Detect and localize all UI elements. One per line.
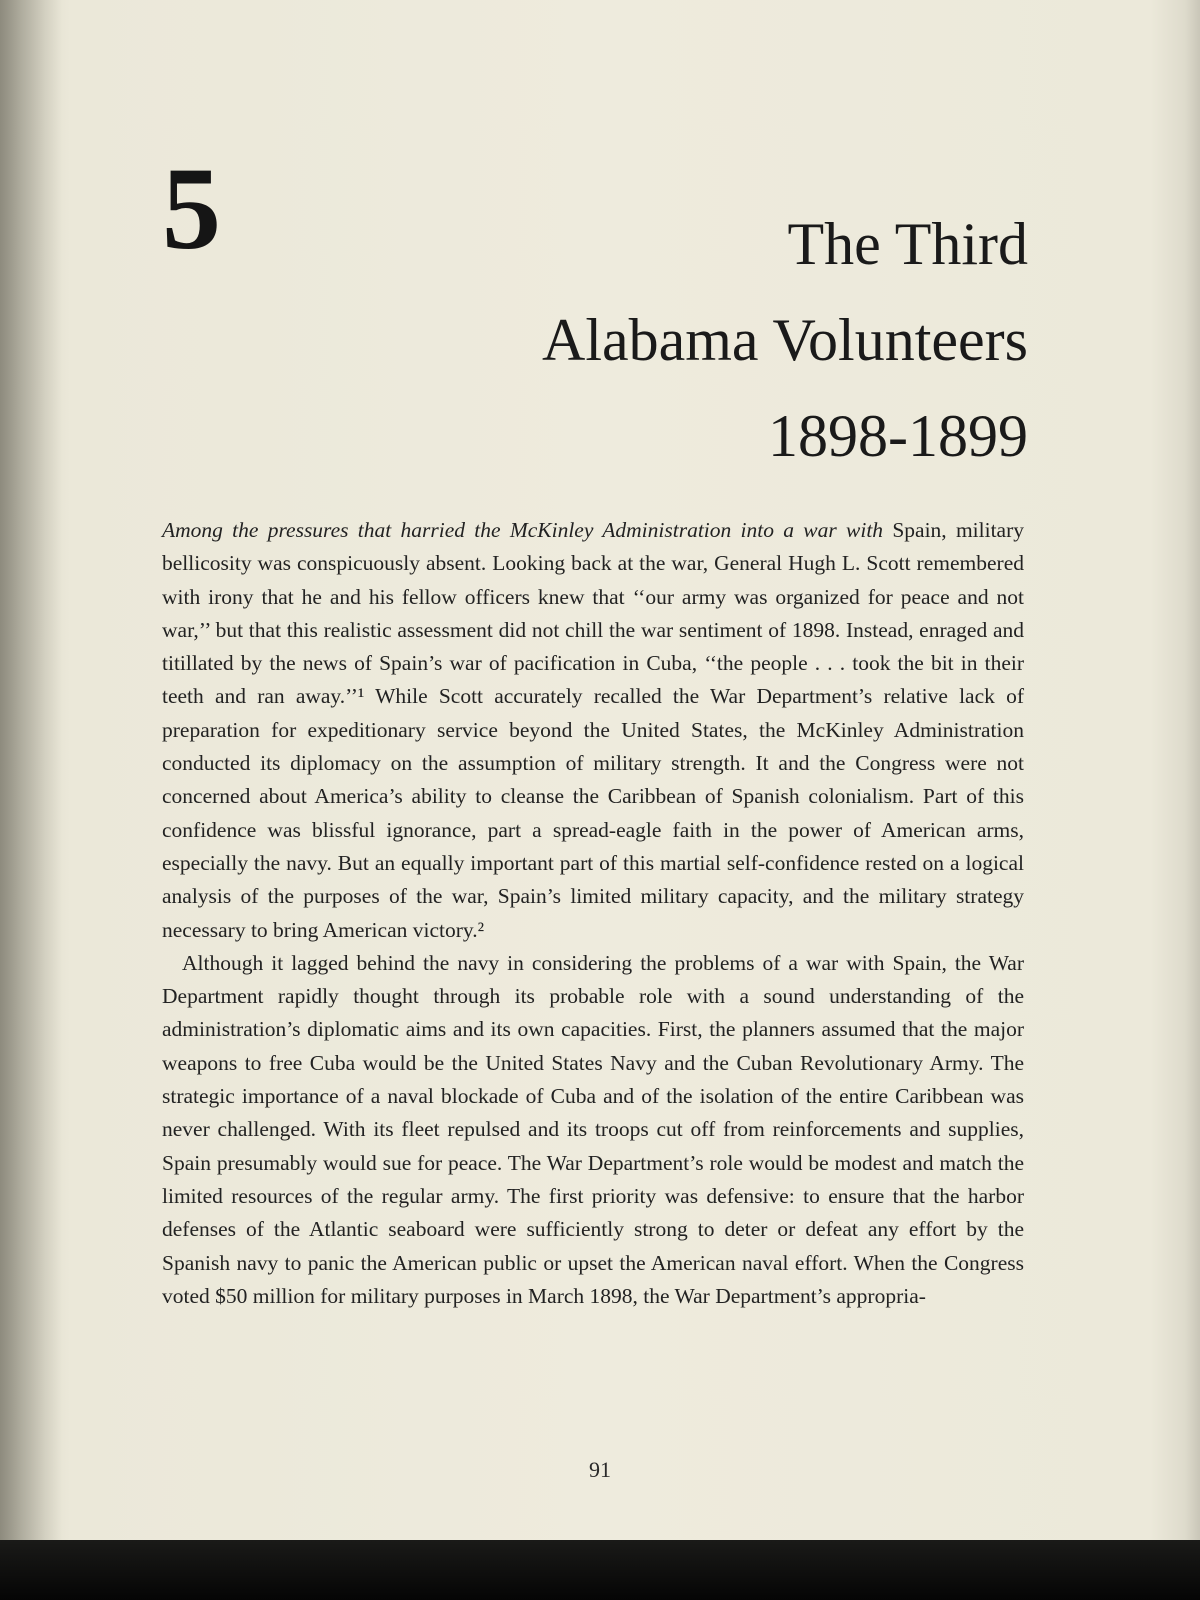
body-text: [162, 514, 1024, 1313]
paragraph-2: Although it lagged behind the navy in considering the problems of a war with Spain, the War Department rapidly thought through its probable role with a sound understanding of the administration’s diplomatic aims and its own capacities. First, the planners assumed that the major weapons to free Cuba would be the United States Navy and the Cuban Revolutionary Army. The strategic importance of a naval blockade of Cuba and of the isolation of the entire Caribbean was never challenged. With its fleet repulsed and its troops cut off from reinforcements and supplies, Spain presumably would sue for peace. The War Department’s role would be modest and match the limited resources of the regular army. The first priority was defensive: to ensure that the harbor defenses of the Atlantic seaboard were sufficiently strong to deter or defeat any effort by the Spanish navy to panic the American public or upset the American naval effort. When the Congress voted $50 million for military purposes in March 1898, the War Department’s appropria-: [162, 950, 1024, 1308]
chapter-title-line-2: Alabama Volunteers: [541, 307, 1028, 373]
background-surface: [0, 1540, 1200, 1600]
paragraph-1-text: Spain, military bellicosity was conspicuously absent. Looking back at the war, General Hugh L. Scott remembered with irony that he and his fellow officers knew that ‘‘our army was organized for peace and not war,’’ but that this realistic assessment did not chill the war sentiment of 1898. Instead, enraged and titillated by the news of Spain’s war of pacification in Cuba, ‘‘the people . . . took the bit in their teeth and ran away.’’¹ While Scott accurately recalled the War Department’s relative lack of preparation for expeditionary service beyond the United States, the McKinley Administration conducted its diplomacy on the assumption of military strength. It and the Congress were not concerned about America’s ability to cleanse the Caribbean of Spanish colonialism. Part of this confidence was blissful ignorance, part a spread-eagle faith in the power of American arms, especially the navy. But an equally important part of this martial self-confidence rested on a logical analysis of the purposes of the war, Spain’s limited military capacity, and the military strategy necessary to bring American victory.²: [162, 518, 1025, 942]
lead-in-italic: Among the pressures that harried the McKinley Administration into a war with: [162, 518, 884, 542]
paragraph-1: [162, 514, 1024, 947]
chapter-title: [542, 196, 1028, 484]
spine-shadow: [0, 0, 62, 1548]
chapter-title-line-3: 1898-1899: [768, 403, 1028, 469]
page-number: 91: [589, 1457, 611, 1482]
chapter-title-line-1: The Third: [787, 211, 1028, 277]
chapter-number: 5: [162, 143, 219, 274]
